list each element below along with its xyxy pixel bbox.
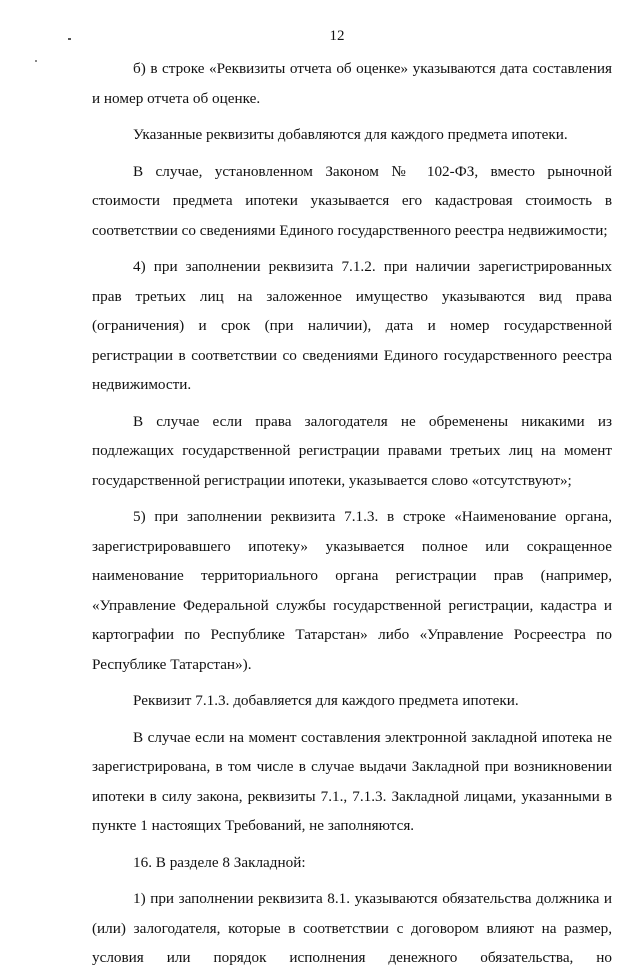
paragraph: 16. В разделе 8 Закладной:	[133, 853, 306, 871]
paragraph: б) в строке «Реквизиты отчета об оценке» указываются дата составления и номер отчета об оценке.	[92, 60, 612, 107]
paragraph: 1) при заполнении реквизита 8.1. указываются обязательства должника и (или) залогодателя, которые в соответствии с договором влияют на размер, условия или порядок исполнения денежного обязательства, но	[92, 890, 612, 966]
paragraph: В случае, установленном Законом № 102-ФЗ, вместо рыночной стоимости предмета ипотеки указывается его кадастровая стоимость в соответствии со сведениями Единого государственного реестра недвижимости;	[92, 162, 612, 239]
paragraph: 4) при заполнении реквизита 7.1.2. при наличии зарегистрированных прав третьих лиц на заложенное имущество указываются вид права (ограничения) и срок (при наличии), дата и номер государственной регистрации в соответствии со сведениями Единого государственного реестра недвижимости.	[92, 258, 612, 393]
paragraph: Реквизит 7.1.3. добавляется для каждого предмета ипотеки.	[133, 692, 519, 709]
page-number: 12	[329, 28, 345, 44]
scan-speck	[35, 60, 37, 62]
paragraph: 5) при заполнении реквизита 7.1.3. в строке «Наименование органа, зарегистрировавшего ипотеку» указывается полное или сокращенное наименование территориального органа регистрации прав (например, «Управление Федеральной службы государственной регистрации, кадастра и картографии по Республике Татарстан» либо «Управление Росреестра по Республике Татарстан»).	[92, 508, 612, 673]
paragraph: Указанные реквизиты добавляются для каждого предмета ипотеки.	[133, 126, 568, 143]
scan-speck	[68, 38, 71, 40]
paragraph: В случае если на момент составления электронной закладной ипотека не зарегистрирована, в том числе в случае выдачи Закладной при возникновении ипотеки в силу закона, реквизиты 7.1., 7.1.3. Закладной лицами, указанными в пункте 1 настоящих Требований, не заполняются.	[92, 728, 612, 834]
paragraph: В случае если права залогодателя не обременены никакими из подлежащих государственной регистрации правами третьих лиц на момент государственной регистрации ипотеки, указывается слово «отсутствуют»;	[92, 412, 612, 489]
